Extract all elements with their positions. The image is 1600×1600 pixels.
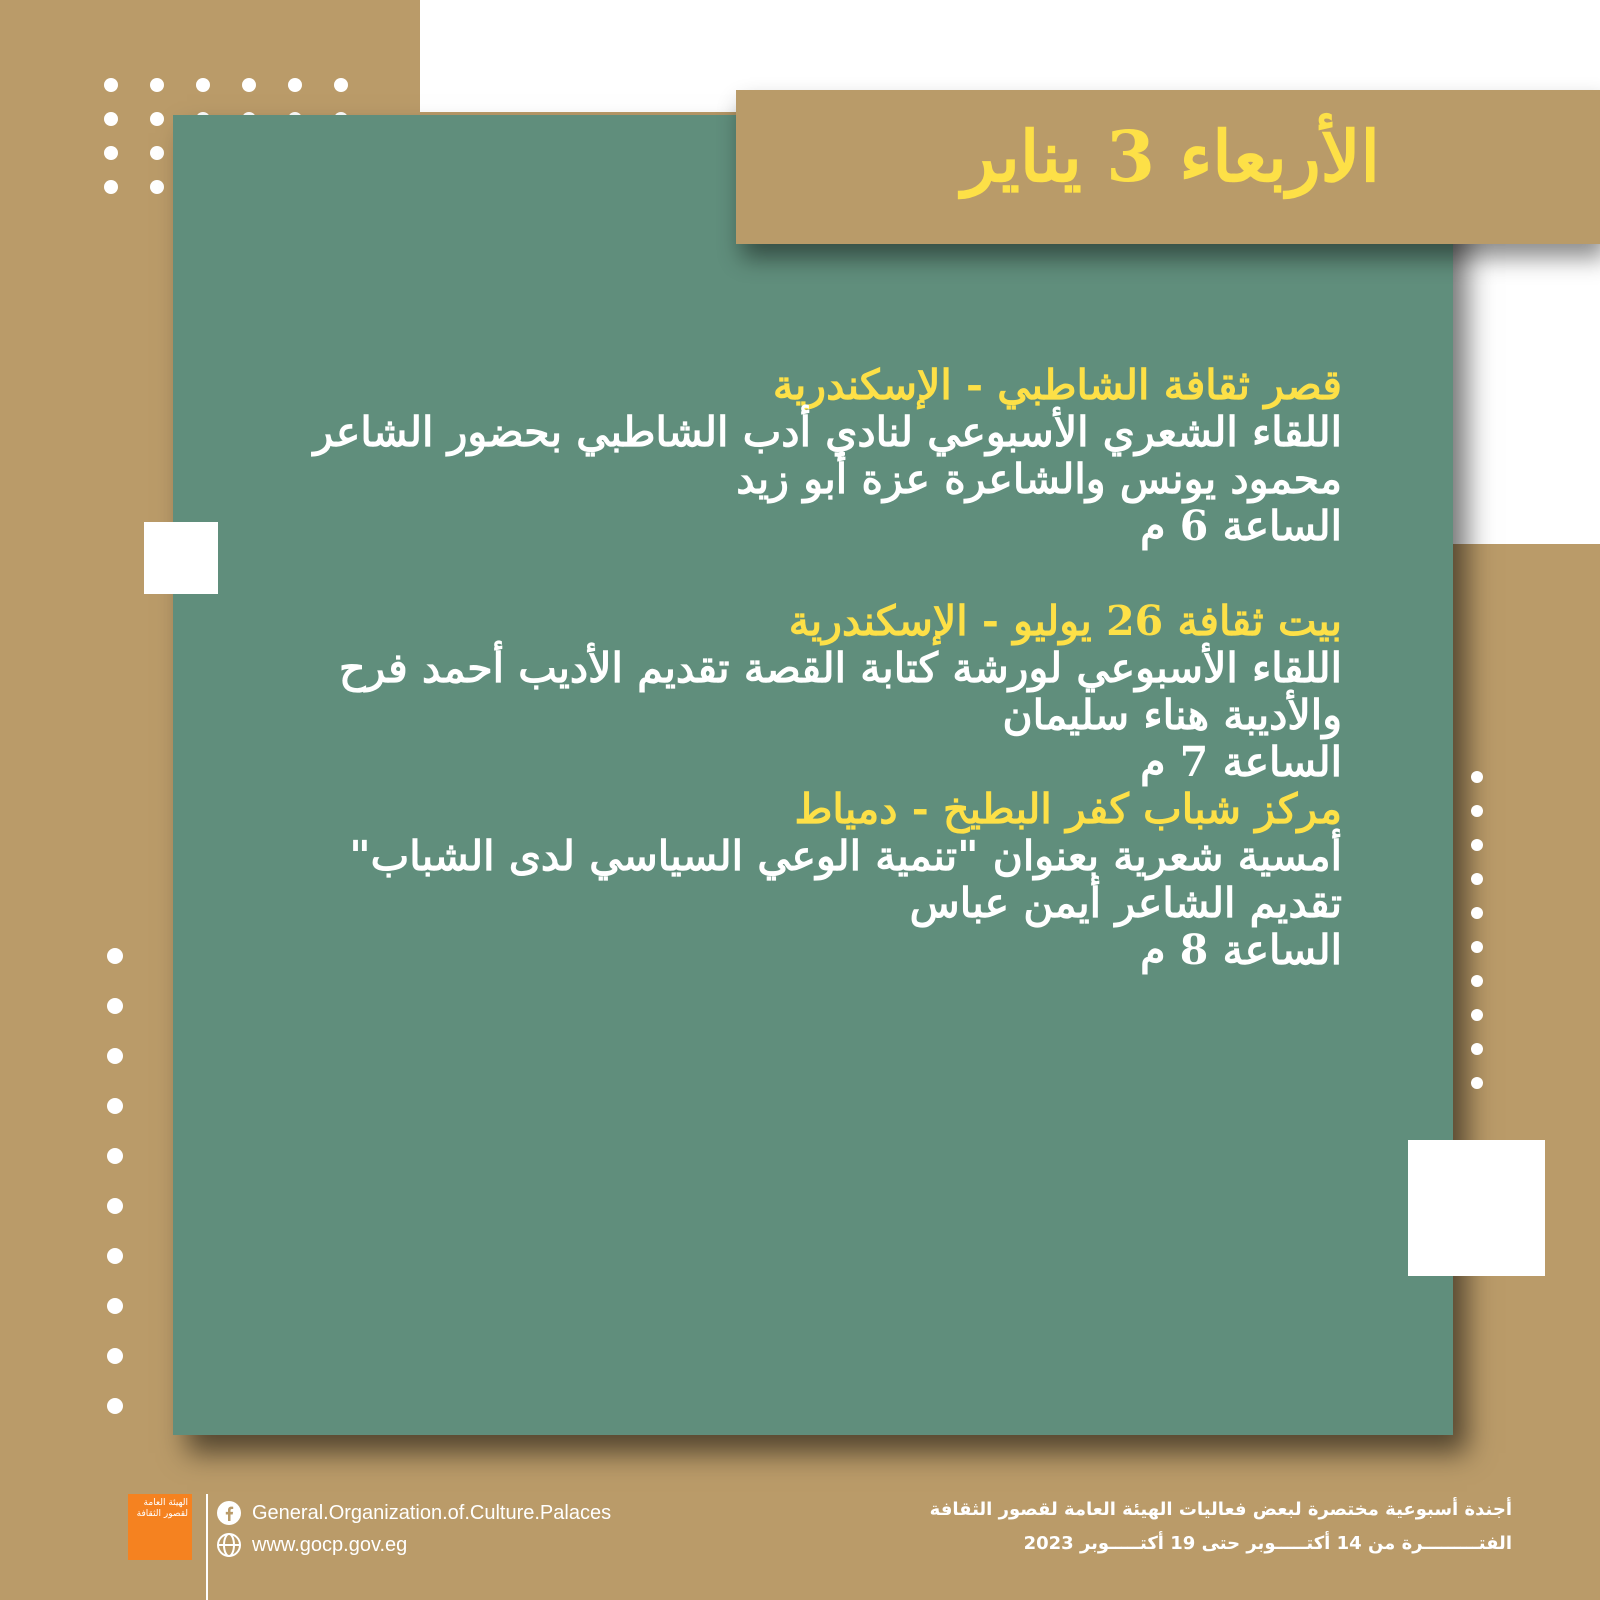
event-time: الساعة 6 م — [1140, 502, 1342, 550]
event-item — [222, 598, 1342, 786]
event-time: الساعة 8 م — [1140, 926, 1342, 974]
facebook-icon — [216, 1500, 242, 1526]
event-item — [222, 362, 1342, 550]
event-description: محمود يونس والشاعرة عزة أبو زيد — [736, 455, 1342, 503]
agenda-description: أجندة أسبوعية مختصرة لبعض فعاليات الهيئة العامة لقصور الثقافة — [929, 1499, 1512, 1520]
white-square-left — [144, 522, 218, 594]
decor-dot-column-left — [107, 948, 123, 1448]
facebook-link[interactable] — [216, 1500, 611, 1526]
event-venue: بيت ثقافة 26 يوليو - الإسكندرية — [788, 597, 1342, 645]
event-description: اللقاء الأسبوعي لورشة كتابة القصة تقديم الأديب أحمد فرح — [339, 644, 1342, 692]
website-url: www.gocp.gov.eg — [252, 1533, 408, 1556]
event-item — [222, 786, 1342, 974]
title-bar — [736, 90, 1600, 244]
event-description: تقديم الشاعر أيمن عباس — [909, 879, 1342, 927]
website-link[interactable] — [216, 1532, 407, 1558]
agenda-period: الفتـــــــــرة من 14 أكتـــــوبر حتى 19 أكتـــــوبر 2023 — [1023, 1533, 1512, 1554]
event-description: أمسية شعرية بعنوان "تنمية الوعي السياسي لدى الشباب" — [349, 832, 1342, 880]
organization-logo — [128, 1494, 192, 1560]
page-title: الأربعاء 3 يناير — [961, 115, 1380, 198]
facebook-page-name: General.Organization.of.Culture.Palaces — [252, 1501, 612, 1524]
event-description: والأديبة هناء سليمان — [1002, 691, 1342, 739]
event-venue: مركز شباب كفر البطيخ - دمياط — [794, 785, 1342, 833]
decor-dot-column-right — [1471, 771, 1483, 1111]
footer-divider — [206, 1494, 208, 1600]
globe-icon — [216, 1532, 242, 1558]
event-venue: قصر ثقافة الشاطبي - الإسكندرية — [772, 361, 1342, 409]
event-description: اللقاء الشعري الأسبوعي لنادي أدب الشاطبي بحضور الشاعر — [313, 408, 1342, 456]
events-list — [222, 362, 1342, 974]
event-time: الساعة 7 م — [1140, 738, 1342, 786]
logo-text: الهيئة العامة لقصور الثقافة — [136, 1498, 188, 1519]
white-square-right — [1408, 1140, 1545, 1276]
white-block-right — [1453, 244, 1600, 544]
